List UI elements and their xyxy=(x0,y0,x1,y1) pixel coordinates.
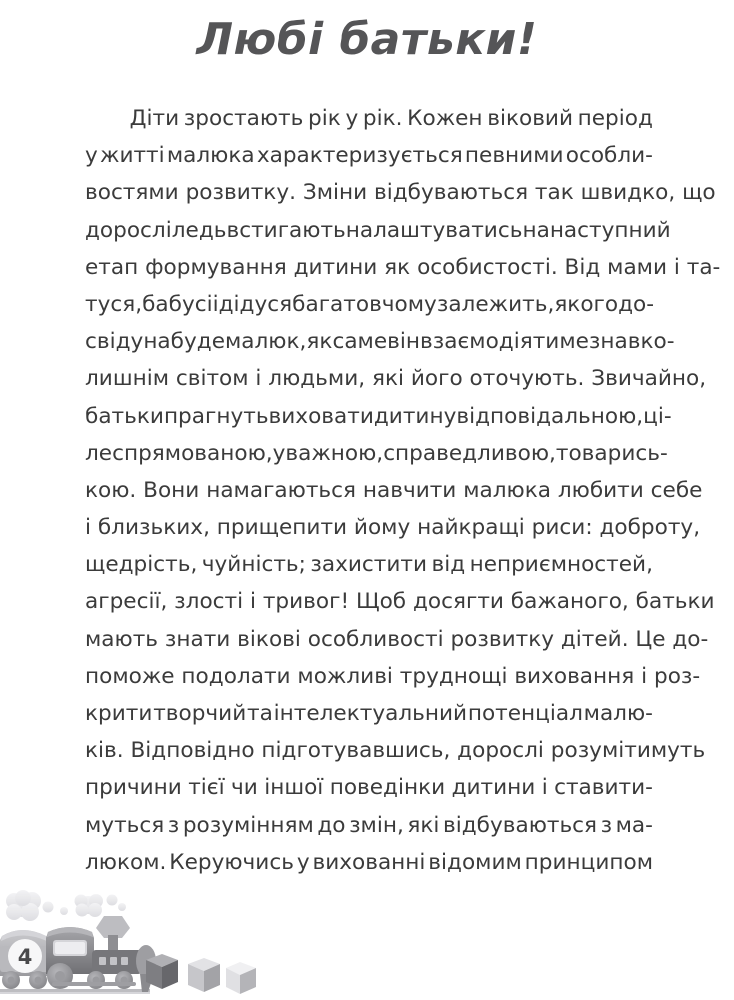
text-line: туся, бабусі і дідуся багато в чому залежить, якого до- xyxy=(85,291,655,317)
block-cube-dark xyxy=(146,954,178,989)
rail-track xyxy=(0,989,150,994)
body-paragraph xyxy=(85,100,721,881)
text-line: агресії, злості і тривог! Щоб досягти бажаного, батьки xyxy=(85,589,715,615)
page-number: 4 xyxy=(17,945,33,969)
page-title: Любі батьки! xyxy=(196,14,538,65)
text-line: люком. Керуючись у вихованні відомим принципом xyxy=(85,849,653,875)
text-line: причини тієї чи іншої поведінки дитини і ставити- xyxy=(85,775,653,801)
text-line: і близьких, прищепити йому найкращі риси: доброту, xyxy=(85,515,701,541)
text-line: батьки прагнуть виховати дитину відповідальною, ці- xyxy=(85,403,672,429)
block-cube-light xyxy=(226,962,256,994)
text-line: ків. Відповідно підготувавшись, дорослі розумітимуть xyxy=(85,738,706,764)
text-line: свіду набуде малюк, як саме він взаємодіятиме з навко- xyxy=(85,329,675,355)
text-line: дорослі ледь встигають налаштуватись на наступний xyxy=(85,217,671,243)
text-line: етап формування дитини як особистості. Від мами і та- xyxy=(85,254,721,280)
text-line: мають знати вікові особливості розвитку дітей. Це до- xyxy=(85,626,709,652)
toy-train-illustration xyxy=(0,888,262,1000)
text-line: муться з розумінням до змін, які відбуваються з ма- xyxy=(85,812,653,838)
text-line: крити творчий та інтелектуальний потенціал малю- xyxy=(85,701,653,726)
text-line: щедрість, чуйність; захистити від неприємностей, xyxy=(85,552,653,578)
block-cube-medium xyxy=(188,958,220,992)
text-line: у житті малюка характеризується певними особли- xyxy=(85,143,653,169)
text-line: кою. Вони намагаються навчити малюка любити себе xyxy=(85,477,703,503)
first-line-indent xyxy=(85,100,125,137)
text-line: лишнім світом і людьми, які його оточують. Звичайно, xyxy=(85,366,707,392)
locomotive xyxy=(46,916,156,992)
text-line: востями розвитку. Зміни відбуваються так швидко, що xyxy=(85,180,716,206)
text-line: Діти зростають рік у рік. Кожен віковий період xyxy=(85,100,653,137)
text-line: поможе подолати можливі труднощі виховання і роз- xyxy=(85,663,701,689)
text-line: леспрямованою, уважною, справедливою, товарись- xyxy=(85,440,668,466)
